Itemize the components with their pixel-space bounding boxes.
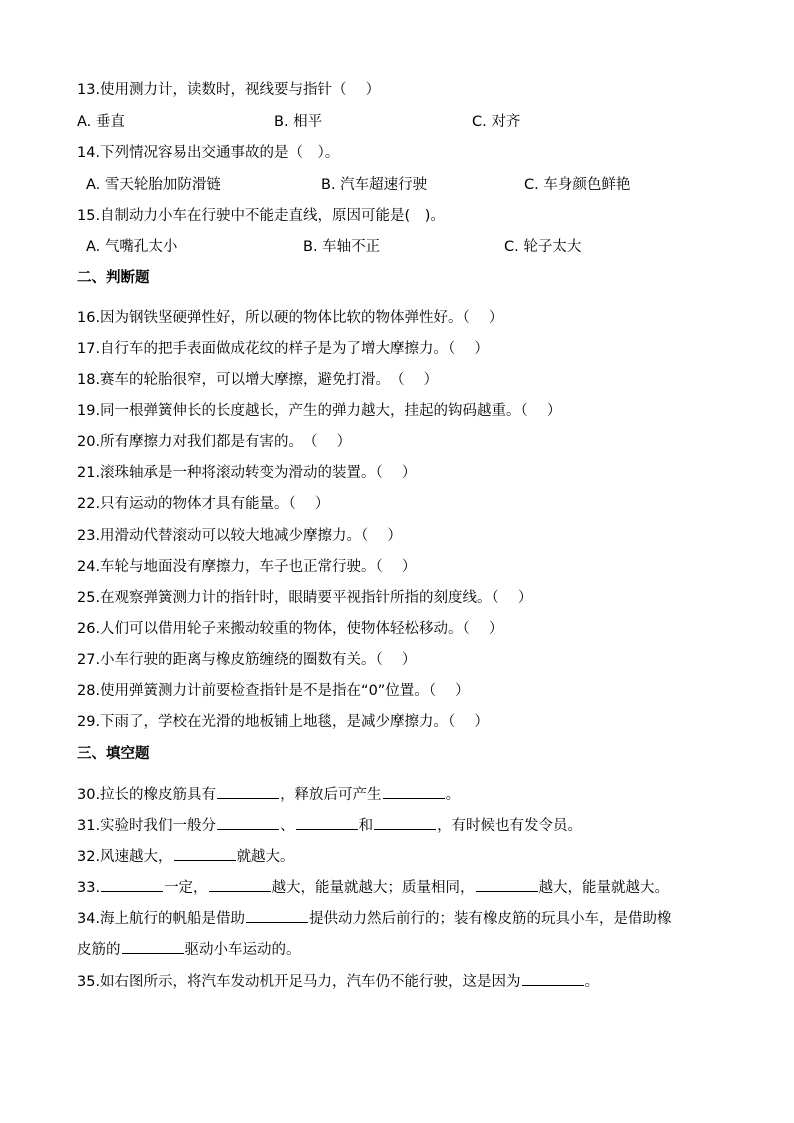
fill-item-33	[77, 877, 669, 898]
section-heading-fill: 三、填空题	[77, 746, 150, 762]
fill-item-34-line2	[77, 939, 301, 960]
answer-blank[interactable]	[296, 815, 358, 830]
fill-text: 、	[280, 818, 295, 834]
option-c: C. 车身颜色鲜艳	[524, 177, 631, 193]
section-heading-judge: 二、判断题	[77, 270, 150, 286]
fill-text: 皮筋的	[77, 942, 121, 958]
fill-text: 就越大。	[236, 849, 295, 865]
fill-item-35	[77, 971, 599, 992]
judge-item-19: 19.同一根弹簧伸长的长度越长，产生的弹力越大，挂起的钩码越重。（ ）	[77, 403, 562, 419]
answer-blank[interactable]	[246, 908, 308, 923]
judge-item-25: 25.在观察弹簧测力计的指针时，眼睛要平视指针所指的刻度线。（ ）	[77, 590, 533, 606]
fill-text: 31.实验时我们一般分	[77, 818, 217, 834]
judge-item-22: 22.只有运动的物体才具有能量。（ ）	[77, 496, 330, 512]
judge-item-29: 29.下雨了，学校在光滑的地板铺上地毯，是减少摩擦力。（ ）	[77, 714, 489, 730]
judge-item-20: 20.所有摩擦力对我们都是有害的。 （ ）	[77, 434, 352, 450]
option-a: A. 雪天轮胎加防滑链	[86, 177, 221, 193]
option-b: B. 相平	[274, 114, 323, 130]
fill-text: 。	[445, 787, 461, 803]
answer-blank[interactable]	[217, 815, 279, 830]
answer-blank[interactable]	[522, 971, 584, 986]
judge-item-18: 18.赛车的轮胎很窄，可以增大摩擦，避免打滑。 （ ）	[77, 372, 439, 388]
judge-item-21: 21.滚珠轴承是一种将滚动转变为滑动的装置。（ ）	[77, 465, 417, 481]
fill-text: 驱动小车运动的。	[184, 942, 301, 958]
answer-blank[interactable]	[383, 784, 445, 799]
fill-item-34-line1	[77, 908, 672, 929]
option-c: C. 对齐	[472, 114, 521, 130]
answer-blank[interactable]	[374, 815, 436, 830]
question-15-stem: 15.自制动力小车在行驶中不能走直线，原因可能是( )。	[77, 208, 445, 224]
fill-text: 35.如右图所示，将汽车发动机开足马力，汽车仍不能行驶，这是因为	[77, 974, 521, 990]
judge-item-16: 16.因为钢铁坚硬弹性好，所以硬的物体比软的物体弹性好。（ ）	[77, 310, 504, 326]
fill-item-31	[77, 815, 582, 836]
question-15-options	[86, 237, 686, 257]
judge-item-17: 17.自行车的把手表面做成花纹的样子是为了增大摩擦力。（ ）	[77, 341, 489, 357]
answer-blank[interactable]	[122, 939, 184, 954]
fill-text: 一定，	[164, 880, 208, 896]
option-b: B. 汽车超速行驶	[321, 177, 428, 193]
fill-text: 。	[584, 974, 600, 990]
judge-item-23: 23.用滑动代替滚动可以较大地减少摩擦力。（ ）	[77, 528, 402, 544]
option-a: A. 气嘴孔太小	[86, 239, 178, 255]
option-a: A. 垂直	[77, 114, 125, 130]
judge-item-28: 28.使用弹簧测力计前要检查指针是不是指在“0”位置。（ ）	[77, 683, 470, 699]
fill-text: 越大，能量就越大。	[538, 880, 670, 896]
answer-blank[interactable]	[174, 846, 236, 861]
fill-text: 33.	[77, 880, 101, 896]
judge-item-26: 26.人们可以借用轮子来搬动较重的物体，使物体轻松移动。（ ）	[77, 621, 504, 637]
fill-item-30	[77, 784, 460, 805]
question-13-options	[77, 112, 677, 132]
fill-text: ，释放后可产生	[280, 787, 382, 803]
fill-item-32	[77, 846, 295, 867]
fill-text: ，有时候也有发令员。	[437, 818, 583, 834]
fill-text: 32.风速越大，	[77, 849, 173, 865]
answer-blank[interactable]	[476, 877, 538, 892]
fill-text: 和	[358, 818, 374, 834]
question-13-stem: 13.使用测力计，读数时，视线要与指针（ ）	[77, 82, 381, 98]
fill-text: 越大，能量就越大；质量相同，	[271, 880, 475, 896]
fill-text: 提供动力然后前行的；装有橡皮筋的玩具小车，是借助橡	[309, 911, 672, 927]
answer-blank[interactable]	[209, 877, 271, 892]
question-14-options	[86, 175, 686, 195]
option-c: C. 轮子太大	[504, 239, 582, 255]
fill-text: 30.拉长的橡皮筋具有	[77, 787, 217, 803]
question-14-stem: 14.下列情况容易出交通事故的是（ ）。	[77, 145, 340, 161]
fill-text: 34.海上航行的帆船是借助	[77, 911, 246, 927]
judge-item-27: 27.小车行驶的距离与橡皮筋缠绕的圈数有关。（ ）	[77, 652, 417, 668]
answer-blank[interactable]	[217, 784, 279, 799]
judge-item-24: 24.车轮与地面没有摩擦力，车子也正常行驶。（ ）	[77, 559, 417, 575]
option-b: B. 车轴不正	[303, 239, 381, 255]
answer-blank[interactable]	[101, 877, 163, 892]
